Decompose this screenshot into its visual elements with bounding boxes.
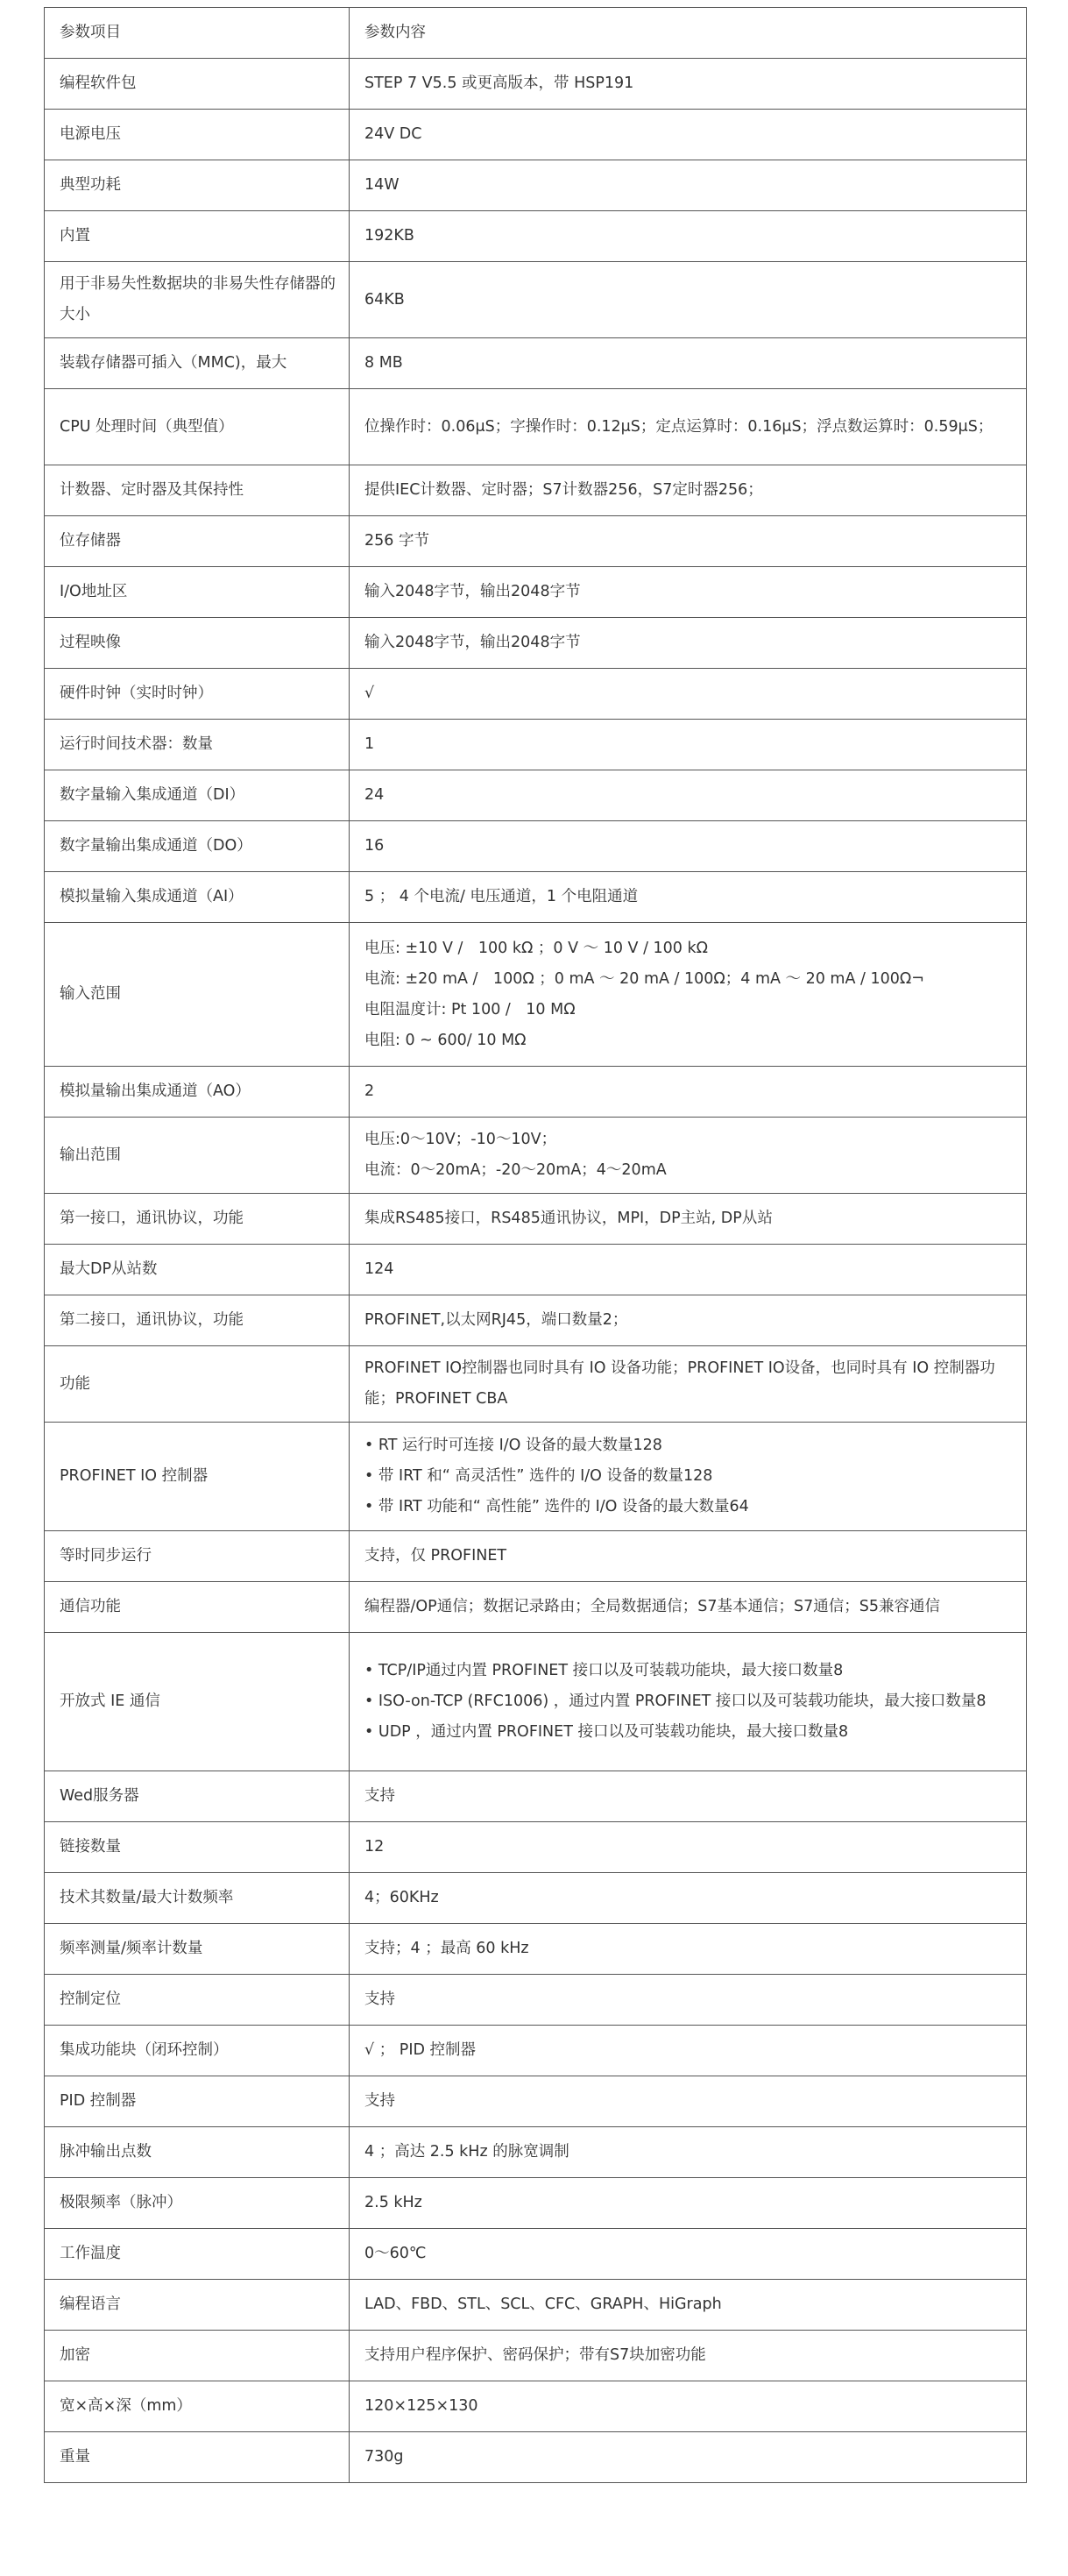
value-line: • UDP ，通过内置 PROFINET 接口以及可装载功能块，最大接口数量8: [364, 1723, 849, 1741]
value-cell: [350, 2381, 1027, 2432]
value-line: √: [364, 685, 375, 702]
value-cell: [350, 160, 1027, 211]
value-line: 输入2048字节，输出2048字节: [364, 583, 581, 600]
value-line: 支持: [364, 1991, 395, 2008]
value-cell: [350, 1873, 1027, 1924]
value-line: 24: [364, 786, 385, 804]
param-cell: 位存储器: [45, 516, 350, 567]
value-line: 4 ；高达 2.5 kHz 的脉宽调制: [364, 2143, 569, 2161]
param-cell: 等时同步运行: [45, 1531, 350, 1582]
param-cell: 编程语言: [45, 2280, 350, 2331]
value-line: √ ； PID 控制器: [364, 2041, 477, 2059]
table-row: [45, 2331, 1027, 2381]
value-cell: [350, 567, 1027, 618]
value-cell: [350, 1771, 1027, 1822]
table-row: [45, 567, 1027, 618]
spec-table-body: [45, 8, 1027, 2483]
value-line: PROFINET,以太网RJ45，端口数量2；: [364, 1311, 628, 1329]
value-cell: [350, 2127, 1027, 2178]
value-line: 编程器/OP通信；数据记录路由；全局数据通信；S7基本通信；S7通信；S5兼容通信: [364, 1598, 940, 1615]
value-line: 1: [364, 735, 375, 753]
value-line: 16: [364, 837, 385, 855]
table-row: [45, 338, 1027, 389]
table-row: [45, 2076, 1027, 2127]
table-row: [45, 1245, 1027, 1295]
table-row: [45, 160, 1027, 211]
param-cell: 第一接口，通讯协议，功能: [45, 1194, 350, 1245]
value-line: 电压: ±10 V / 100 kΩ ；0 V ～ 10 V / 100 kΩ: [364, 939, 709, 957]
param-cell: 控制定位: [45, 1975, 350, 2026]
value-line: 192KB: [364, 227, 414, 245]
value-cell: [350, 2229, 1027, 2280]
param-cell: 内置: [45, 211, 350, 262]
param-cell: 编程软件包: [45, 59, 350, 110]
value-cell: [350, 1633, 1027, 1771]
value-cell: [350, 338, 1027, 389]
table-row: [45, 2432, 1027, 2483]
table-row: [45, 1295, 1027, 1346]
table-row: [45, 1873, 1027, 1924]
table-row: [45, 2026, 1027, 2076]
value-line: • 带 IRT 和“ 高灵活性” 选件的 I/O 设备的数量128: [364, 1467, 713, 1485]
table-header-row: [45, 8, 1027, 59]
value-line: 5 ； 4 个电流/ 电压通道，1 个电阻通道: [364, 888, 639, 905]
table-row: [45, 2381, 1027, 2432]
value-line: 电流: ±20 mA / 100Ω ；0 mA ～ 20 mA / 100Ω；4 mA ～ 20 mA / 100Ω¬: [364, 969, 924, 988]
param-cell: 过程映像: [45, 618, 350, 669]
value-cell: [350, 465, 1027, 516]
value-cell: [350, 1067, 1027, 1118]
param-cell: 输出范围: [45, 1118, 350, 1194]
value-line: 支持，仅 PROFINET: [364, 1547, 507, 1565]
param-cell: 计数器、定时器及其保持性: [45, 465, 350, 516]
value-cell: [350, 1245, 1027, 1295]
table-row: [45, 59, 1027, 110]
param-cell: 重量: [45, 2432, 350, 2483]
table-row: [45, 1771, 1027, 1822]
value-line: • TCP/IP通过内置 PROFINET 接口以及可装载功能块，最大接口数量8: [364, 1662, 844, 1679]
value-cell: [350, 1295, 1027, 1346]
table-row: [45, 770, 1027, 821]
value-cell: [350, 516, 1027, 567]
value-line: 120×125×130: [364, 2397, 478, 2415]
value-line: 0～60℃: [364, 2245, 427, 2262]
value-cell: [350, 1194, 1027, 1245]
table-row: [45, 516, 1027, 567]
value-line: 支持: [364, 1787, 395, 1805]
param-cell: PROFINET IO 控制器: [45, 1423, 350, 1531]
param-cell: 极限频率（脉冲）: [45, 2178, 350, 2229]
param-cell: 功能: [45, 1346, 350, 1423]
param-cell: 集成功能块（闭环控制）: [45, 2026, 350, 2076]
value-cell: [350, 1118, 1027, 1194]
table-row: [45, 872, 1027, 923]
table-row: [45, 2178, 1027, 2229]
table-row: [45, 1924, 1027, 1975]
value-line: 12: [364, 1838, 385, 1856]
param-cell: 脉冲输出点数: [45, 2127, 350, 2178]
value-cell: [350, 59, 1027, 110]
value-line: LAD、FBD、STL、SCL、CFC、GRAPH、HiGraph: [364, 2296, 722, 2313]
table-row: [45, 1975, 1027, 2026]
table-row: [45, 1633, 1027, 1771]
value-line: 8 MB: [364, 354, 403, 372]
value-line: 集成RS485接口，RS485通讯协议，MPI，DP主站, DP从站: [364, 1210, 773, 1227]
param-cell: 频率测量/频率计数量: [45, 1924, 350, 1975]
value-cell: [350, 720, 1027, 770]
table-row: [45, 1118, 1027, 1194]
table-row: [45, 1067, 1027, 1118]
table-row: [45, 2229, 1027, 2280]
param-cell: CPU 处理时间（典型值）: [45, 389, 350, 465]
value-line: 电流：0～20mA；-20～20mA；4～20mA: [364, 1161, 667, 1179]
value-cell: [350, 2076, 1027, 2127]
value-line: • RT 运行时可连接 I/O 设备的最大数量128: [364, 1437, 662, 1454]
value-cell: [350, 1582, 1027, 1633]
table-row: [45, 1582, 1027, 1633]
table-row: [45, 110, 1027, 160]
value-cell: [350, 262, 1027, 338]
param-cell: 最大DP从站数: [45, 1245, 350, 1295]
value-line: PROFINET IO控制器也同时具有 IO 设备功能；PROFINET IO设备，也同时具有 IO 控制器功能；PROFINET CBA: [364, 1359, 995, 1408]
value-cell: [350, 1531, 1027, 1582]
param-cell: Wed服务器: [45, 1771, 350, 1822]
param-cell: I/O地址区: [45, 567, 350, 618]
param-cell: 输入范围: [45, 923, 350, 1067]
value-cell: [350, 872, 1027, 923]
table-row: [45, 2127, 1027, 2178]
table-row: [45, 1194, 1027, 1245]
param-cell: 模拟量输出集成通道（AO）: [45, 1067, 350, 1118]
value-line: 支持；4 ；最高 60 kHz: [364, 1940, 529, 1957]
param-cell: 工作温度: [45, 2229, 350, 2280]
value-line: 电阻温度计: Pt 100 / 10 MΩ: [364, 1000, 576, 1018]
value-line: 2.5 kHz: [364, 2194, 422, 2211]
param-cell: 典型功耗: [45, 160, 350, 211]
param-cell: 链接数量: [45, 1822, 350, 1873]
header-param-cell: 参数项目: [45, 8, 350, 59]
param-cell: PID 控制器: [45, 2076, 350, 2127]
value-cell: [350, 618, 1027, 669]
value-cell: [350, 669, 1027, 720]
table-row: [45, 618, 1027, 669]
value-line: • ISO-on-TCP (RFC1006) ，通过内置 PROFINET 接口以及可装载功能块，最大接口数量8: [364, 1692, 987, 1710]
table-row: [45, 2280, 1027, 2331]
value-line: 提供IEC计数器、定时器；S7计数器256，S7定时器256；: [364, 481, 763, 499]
param-cell: 技术其数量/最大计数频率: [45, 1873, 350, 1924]
value-line: 14W: [364, 176, 400, 194]
table-row: [45, 389, 1027, 465]
value-line: 支持: [364, 2092, 395, 2110]
param-cell: 用于非易失性数据块的非易失性存储器的大小: [45, 262, 350, 338]
value-cell: [350, 2178, 1027, 2229]
value-cell: [350, 1924, 1027, 1975]
value-line: 电压:0～10V；-10～10V；: [364, 1131, 557, 1148]
value-cell: [350, 211, 1027, 262]
table-row: [45, 1822, 1027, 1873]
value-line: 位操作时：0.06μS；字操作时：0.12μS；定点运算时：0.16μS；浮点数运算时：0.59μS；: [364, 417, 994, 436]
value-cell: [350, 770, 1027, 821]
value-cell: [350, 110, 1027, 160]
value-cell: [350, 2280, 1027, 2331]
header-content-cell: 参数内容: [350, 8, 1027, 59]
param-cell: 宽×高×深（mm）: [45, 2381, 350, 2432]
value-cell: [350, 2331, 1027, 2381]
spec-table: [44, 7, 1027, 2483]
value-cell: [350, 1975, 1027, 2026]
param-cell: 硬件时钟（实时时钟）: [45, 669, 350, 720]
table-row: [45, 1346, 1027, 1423]
value-cell: [350, 2026, 1027, 2076]
table-row: [45, 1531, 1027, 1582]
value-line: 64KB: [364, 290, 405, 309]
table-row: [45, 720, 1027, 770]
table-row: [45, 465, 1027, 516]
param-cell: 第二接口，通讯协议，功能: [45, 1295, 350, 1346]
value-line: 730g: [364, 2448, 404, 2466]
table-row: [45, 923, 1027, 1067]
param-cell: 通信功能: [45, 1582, 350, 1633]
value-line: STEP 7 V5.5 或更高版本，带 HSP191: [364, 75, 634, 92]
param-cell: 装载存储器可插入（MMC)，最大: [45, 338, 350, 389]
table-row: [45, 211, 1027, 262]
value-cell: [350, 821, 1027, 872]
param-cell: 模拟量输入集成通道（AI）: [45, 872, 350, 923]
value-line: 124: [364, 1260, 394, 1278]
param-cell: 数字量输出集成通道（DO）: [45, 821, 350, 872]
value-line: 2: [364, 1082, 375, 1100]
value-cell: [350, 1346, 1027, 1423]
value-cell: [350, 1822, 1027, 1873]
value-line: 256 字节: [364, 532, 429, 550]
value-line: 输入2048字节，输出2048字节: [364, 634, 581, 651]
value-line: 电阻: 0 ~ 600/ 10 MΩ: [364, 1031, 527, 1049]
param-cell: 加密: [45, 2331, 350, 2381]
value-line: • 带 IRT 功能和“ 高性能” 选件的 I/O 设备的最大数量64: [364, 1498, 749, 1515]
value-cell: [350, 389, 1027, 465]
param-cell: 数字量输入集成通道（DI）: [45, 770, 350, 821]
value-line: 24V DC: [364, 125, 422, 143]
table-row: [45, 1423, 1027, 1531]
param-cell: 开放式 IE 通信: [45, 1633, 350, 1771]
param-cell: 电源电压: [45, 110, 350, 160]
value-cell: [350, 923, 1027, 1067]
table-row: [45, 821, 1027, 872]
param-cell: 运行时间技术器：数量: [45, 720, 350, 770]
value-line: 4；60KHz: [364, 1889, 439, 1906]
value-cell: [350, 2432, 1027, 2483]
table-row: [45, 262, 1027, 338]
table-row: [45, 669, 1027, 720]
value-cell: [350, 1423, 1027, 1531]
value-line: 支持用户程序保护、密码保护；带有S7块加密功能: [364, 2346, 706, 2364]
